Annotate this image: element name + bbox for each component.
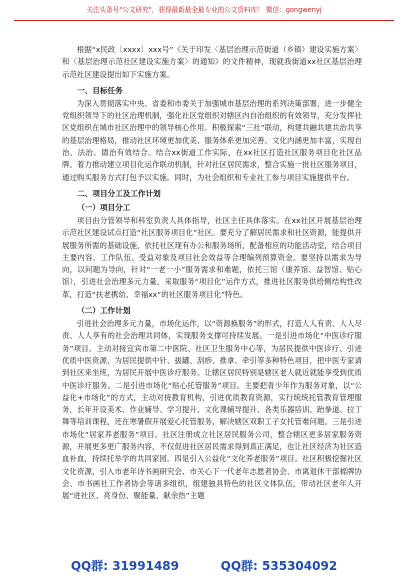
subheading-plan: （二）工作计划 [77,306,131,316]
plan-paragraph: 引进社会治理多元力量，市场化运作，以“资源换服务”的形式，打造人人有责、人人尽责、人人享有的社会治理共同体，实现服务支撑可持续发展。一是引进市场化“中医诊疗服务”项目。主动对接宜宾市第二中医院、社区卫生服务中心等，为居民提供中医诊疗、引进优质中医资源，为居民提供中针、拔罐、刮痧、推拿、牵引等多种特色项目，把中医专家请到社区来坐班，为居民开展中医诊疗服务。让辖区居民特别是辖区老人就近就能享受到优质中医诊疗服务。二是引进市场化“贴心托管服务”项目。主要把青少年作为服务对象，以“公益化+市场化”的方式，主动对接教育机构，引进优质教育资源，实行统统托管教育管理服务，长年开设美术、作业辅导、学习提升、文化课辅导提升、各类乐器培训、跆拳道、拉丁舞等培训课程，还在寒暑假开展爱心托管服务，解决辖区双职工子女托管难问题。三是引进市场化“居家养老服务”项目。社区注册成立社区居民服务公司，整合辖区更多居家服务资源，开展更多更广服务内容，不仅促进社区居民需求得到真正满足，也让社区经济为社区造血补血，持续托举学的共同家园。四是引入公益化“文化养老服务”项目。社区积极挖掘社区文化资源，引入市老年诗书画研究会、市关心下一代老年志愿者协会、市离退休干部棉牌协会、市书画社工作者协会等诸多组织，组建独具特色的社区文体队伍，带动社区老年人开展“进社区、亮身份、聚能量、献余热”主题 [62,319,362,501]
contact-footer [0,557,408,573]
intro-paragraph: 根据“x民政〔xxxx〕xxx号”《关于印发〈基层治理示范街道（乡镇）建设实施方案〉和〈基层治理示范社区建设实施方案〉的通知》的文件精神，现就我街道xx社区基层治理示范社区建设提出如下实施方案。 [62,45,362,79]
division-paragraph: 项目由分管领导和科室负责人具体指导，社区主任具体落实。在xx社区开展基层治理示范社区建设试点打造“社区服务项目化”社区。要充分了解居民需求和社区资源，能提供开展服务所需的基础设施，依托社区现有办公和服务场所，配备相应的功能活动室，结合项目主要内容、工作队伍、受益对象及项目社会效益等合理编列预算资金。要坚持以需求为导向，以问题为导向，针对“一老一小”服务需求和难题，依托三馆（康养馆、益智馆、贴心馆），引进社会治理多元力量，采取服务“项目化”运作方式，推进社区服务供给侧结构性改革，打造“扶老携幼、幸福xx”的社区服务项目化”特色。 [62,215,362,299]
promo-header: 关注头条号"公文研究"，获得最新最全最专业的公文资料库！ 微信：gongwenyj [14,0,394,21]
qq-group-1: QQ群: 31991489 [70,558,179,573]
subheading-division: （一）项目分工 [77,202,131,212]
section-heading-goals: 一、目标任务 [77,85,123,95]
goals-paragraph: 为深入贯彻落实中央、省委和市委关于加强城市基层治理的系列决策部署，进一步健全党组织领导下的社区治理机制，强化社区党组织对辖区内自治组织的有效领导，充分发挥社区党组织在城市社区治理中的领导核心作用。积极探索“三社”联动，构建共融共建共治共享的基层治理格局，推动社区环境更加优美、服务体系更加完善、文化内涵更加丰富，实现自治、法治、德治有效结合。结合xx街道工作实际，在xx社区打造社区服务项目化社区品牌。着力推动建立项目化运作联动机制，针对社区居民需求，整合实施一批社区服务项目，通过购买服务方式打包予以实施。同时，为社会组织和专业社工参与项目实施提供平台。 [62,98,362,182]
section-heading-division: 二、项目分工及工作计划 [77,188,161,198]
qq-group-2: QQ群: 535304092 [220,558,338,573]
document-body [62,44,362,503]
